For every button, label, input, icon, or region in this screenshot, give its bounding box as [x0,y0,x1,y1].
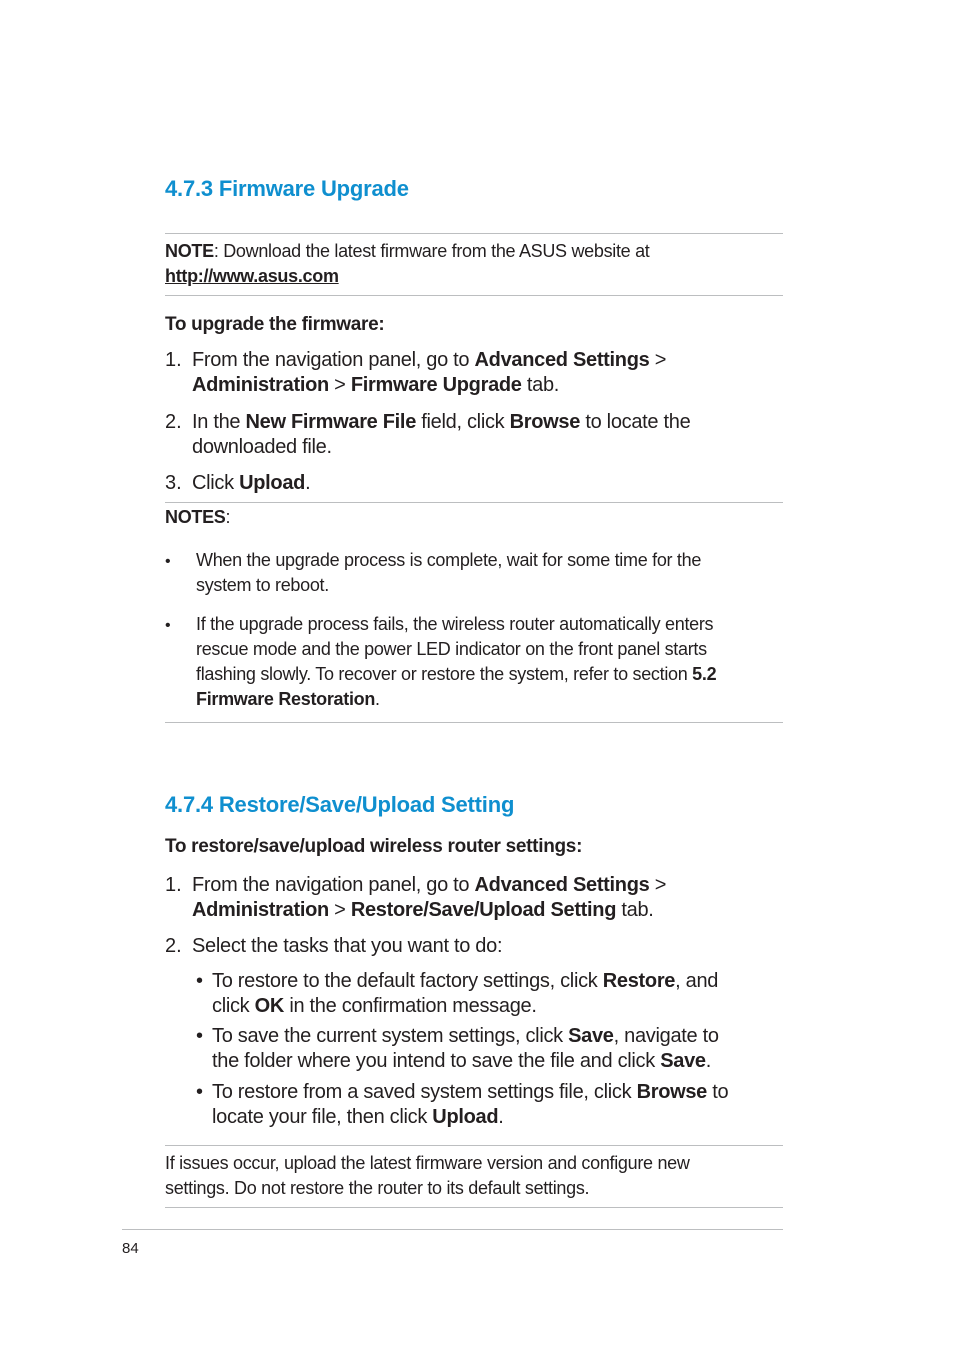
restore-step-1-line-1 [192,873,666,898]
step-text: From the navigation panel, go to [192,874,475,896]
step-text: . [305,472,311,494]
asus-website-link[interactable]: http://www.asus.com [165,266,339,286]
note-label: NOTE [165,241,214,261]
notes-item-2-line-3 [196,662,716,687]
restore-step-2-number: 2. [165,935,182,957]
step-text: to locate the [580,411,691,433]
note-bottom-rule [165,295,783,296]
step-text: > [649,874,667,896]
task-bullet-1: • [196,970,203,992]
task-bold: Upload [432,1106,499,1128]
step-1-line-1 [192,348,666,373]
task-bold: Restore [602,970,676,992]
task-text: in the confirmation message. [284,995,537,1017]
note-link-line [165,264,339,289]
step-text: field, click [416,411,510,433]
notes-item-2-line-2: rescue mode and the power LED indicator on the front panel starts [196,639,707,659]
task-text: locate your file, then click [212,1106,433,1128]
step-bold: Advanced Settings [474,349,650,371]
step-text: tab. [521,374,560,396]
task-text: . [705,1050,711,1072]
task-2-line-2 [212,1049,711,1074]
task-bold: OK [254,995,285,1017]
note-line [165,239,650,264]
task-text: , and [675,970,719,992]
notes-item-1-line-2: system to reboot. [196,575,329,595]
notes-colon: : [225,507,231,527]
step-bold: Administration [192,899,329,921]
notes-item-1-line-1: When the upgrade process is complete, wait for some time for the [196,550,702,570]
footer-note-top-rule [165,1145,783,1146]
footer-note-line-2: settings. Do not restore the router to its default settings. [165,1178,590,1198]
step-1-number: 1. [165,349,182,371]
step-text: Click [192,472,240,494]
task-2-line-1 [212,1024,719,1049]
notes-label: NOTES [165,507,226,527]
step-text: In the [192,411,246,433]
step-bold: Administration [192,374,329,396]
step-text: > [328,899,351,921]
notes-bullet-2: • [165,617,171,634]
restore-step-1-line-2 [192,898,654,923]
notes-text: . [375,689,380,709]
task-bold: Save [660,1050,706,1072]
step-2-line-2: downloaded file. [192,436,332,458]
footer-note-bottom-rule [165,1207,783,1208]
firmware-subheading: To upgrade the firmware: [165,314,385,335]
section-heading-firmware-upgrade: 4.7.3 Firmware Upgrade [165,176,409,201]
task-text: the folder where you intend to save the file and click [212,1050,661,1072]
task-3-line-2 [212,1105,504,1130]
task-text: To restore from a saved system settings file, click [212,1081,637,1103]
task-text: To restore to the default factory settings, click [212,970,603,992]
step-1-line-2 [192,373,559,398]
task-bold: Save [568,1025,614,1047]
notes-bottom-rule [165,722,783,723]
step-bold: Firmware Upgrade [350,374,522,396]
step-bold: Upload [239,472,306,494]
notes-bold: 5.2 [692,664,717,684]
task-bullet-2: • [196,1025,203,1047]
step-bold: Restore/Save/Upload Setting [350,899,617,921]
restore-step-2-line: Select the tasks that you want to do: [192,935,503,957]
restore-step-1-number: 1. [165,874,182,896]
notes-top-rule [165,502,783,503]
step-text: > [649,349,667,371]
note-text: : Download the latest firmware from the ASUS website at [213,241,650,261]
task-bold: Browse [636,1081,708,1103]
notes-bullet-1: • [165,553,171,570]
notes-label-line [165,505,230,530]
step-3-number: 3. [165,472,182,494]
page-footer-rule [122,1229,783,1230]
task-text: click [212,995,255,1017]
step-2-number: 2. [165,411,182,433]
note-top-rule [165,233,783,234]
task-3-line-1 [212,1080,728,1105]
notes-bold: Firmware Restoration [196,689,376,709]
task-1-line-1 [212,969,718,994]
task-text: . [498,1106,504,1128]
task-text: to [707,1081,729,1103]
step-text: > [328,374,351,396]
step-text: From the navigation panel, go to [192,349,475,371]
notes-item-2-line-4 [196,687,380,712]
notes-text: flashing slowly. To recover or restore the system, refer to section [196,664,693,684]
notes-item-2-line-1: If the upgrade process fails, the wireless router automatically enters [196,614,714,634]
step-2-line-1 [192,410,690,435]
page-number: 84 [122,1240,139,1257]
step-bold: Advanced Settings [474,874,650,896]
step-bold: Browse [509,411,581,433]
task-text: , navigate to [613,1025,719,1047]
step-text: tab. [616,899,654,921]
step-bold: New Firmware File [245,411,417,433]
task-bullet-3: • [196,1081,203,1103]
step-3-line [192,471,310,496]
restore-subheading: To restore/save/upload wireless router settings: [165,836,583,857]
section-heading-restore-save-upload: 4.7.4 Restore/Save/Upload Setting [165,792,515,817]
footer-note-line-1: If issues occur, upload the latest firmware version and configure new [165,1153,690,1173]
task-text: To save the current system settings, click [212,1025,569,1047]
task-1-line-2 [212,994,537,1019]
